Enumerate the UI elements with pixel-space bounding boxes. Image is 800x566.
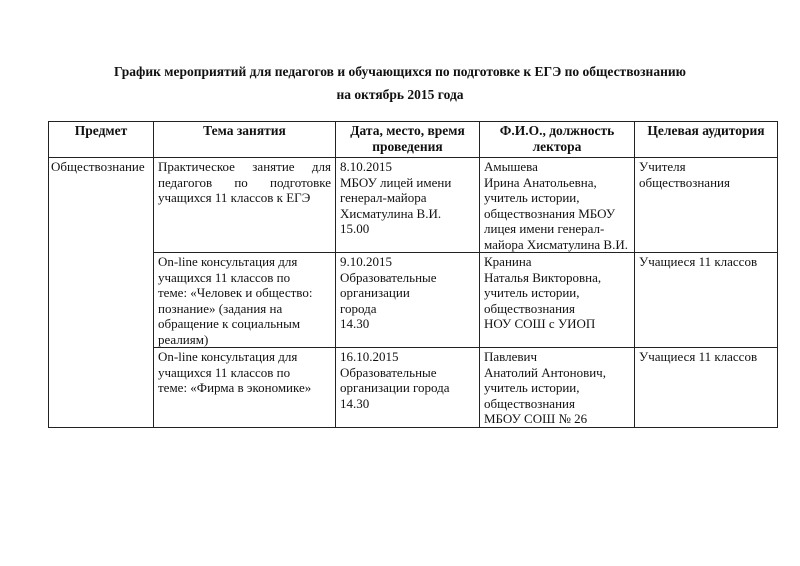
table-row <box>49 253 778 348</box>
table-row <box>49 348 778 428</box>
lecturer-cell-line: НОУ СОШ с УИОП <box>484 316 596 331</box>
subject-cell: Обществознание <box>49 158 154 428</box>
date-place-time-cell <box>336 348 480 428</box>
lecturer-cell-line: обществознания МБОУ <box>484 205 616 221</box>
events-schedule-table <box>48 121 778 428</box>
topic-cell-line: учащихся 11 классов по <box>158 364 291 380</box>
topic-cell-line: реалиям) <box>158 331 209 347</box>
audience-cell-line: обществознания <box>639 174 730 190</box>
topic-cell-line: On-line консультация для <box>158 254 298 269</box>
header-lecturer: Ф.И.О., должность лектора <box>480 122 635 158</box>
date-place-time-cell-line: организации города <box>340 380 450 395</box>
date-place-time-cell-line: Хисматулина В.И. <box>340 205 442 221</box>
topic-cell <box>154 348 336 428</box>
lecturer-cell-line: МБОУ СОШ № 26 <box>484 411 588 426</box>
lecturer-cell-line: учитель истории, <box>484 380 580 395</box>
audience-cell <box>635 158 778 253</box>
table-row <box>49 158 778 253</box>
lecturer-cell <box>480 158 635 253</box>
header-audience: Целевая аудитория <box>635 122 778 158</box>
lecturer-cell-line: Анатолий Антонович, <box>484 364 606 380</box>
lecturer-cell-line: обществознания <box>484 395 575 411</box>
audience-cell-line: Учителя <box>639 159 686 174</box>
lecturer-cell-line: Ирина Анатольевна, <box>484 174 597 190</box>
lecturer-cell-line: лицея имени генерал- <box>484 221 605 236</box>
topic-cell <box>154 253 336 348</box>
topic-cell-line: учащихся 11 классов по <box>158 269 291 285</box>
date-place-time-cell-line: 9.10.2015 <box>340 254 392 269</box>
date-place-time-cell-line: генерал-майора <box>340 190 427 205</box>
date-place-time-cell-line: МБОУ лицей имени <box>340 174 452 190</box>
audience-cell <box>635 348 778 428</box>
audience-cell <box>635 253 778 348</box>
table-header-row <box>49 122 778 158</box>
topic-cell-line: учащихся 11 классов к ЕГЭ <box>158 190 311 205</box>
lecturer-cell <box>480 253 635 348</box>
header-topic: Тема занятия <box>154 122 336 158</box>
lecturer-cell-line: обществознания <box>484 300 575 316</box>
topic-cell-line: педагогов по подготовке <box>158 174 331 190</box>
audience-cell-line: Учащиеся 11 классов <box>639 254 758 269</box>
lecturer-cell-line: Кранина <box>484 254 532 269</box>
lecturer-cell-line: Амышева <box>484 159 538 174</box>
date-place-time-cell-line: 14.30 <box>340 316 370 331</box>
header-subject: Предмет <box>49 122 154 158</box>
topic-cell-line: теме: «Фирма в экономике» <box>158 380 312 395</box>
topic-cell-line: обращение к социальным <box>158 316 301 331</box>
header-date-place-time: Дата, место, время проведения <box>336 122 480 158</box>
date-place-time-cell-line: организации <box>340 285 410 300</box>
topic-cell-line: Практическое занятие для <box>158 159 331 174</box>
audience-cell-line: Учащиеся 11 классов <box>639 349 758 364</box>
lecturer-cell-line: майора Хисматулина В.И. <box>484 236 628 252</box>
lecturer-cell-line: учитель истории, <box>484 285 580 300</box>
lecturer-cell-line: Наталья Викторовна, <box>484 269 602 285</box>
lecturer-cell-line: учитель истории, <box>484 190 580 205</box>
date-place-time-cell-line: 16.10.2015 <box>340 349 399 364</box>
lecturer-cell-line: Павлевич <box>484 349 538 364</box>
date-place-time-cell-line: города <box>340 300 377 316</box>
date-place-time-cell-line: 14.30 <box>340 395 370 411</box>
topic-cell <box>154 158 336 253</box>
date-place-time-cell-line: 8.10.2015 <box>340 159 392 174</box>
document-title: График мероприятий для педагогов и обучающихся по подготовке к ЕГЭ по обществознанию <box>114 64 686 79</box>
lecturer-cell <box>480 348 635 428</box>
topic-cell-line: On-line консультация для <box>158 349 298 364</box>
topic-cell-line: познание» (задания на <box>158 300 283 316</box>
document-subtitle: на октябрь 2015 года <box>336 87 464 102</box>
topic-cell-line: теме: «Человек и общество: <box>158 285 313 300</box>
date-place-time-cell-line: Образовательные <box>340 269 437 285</box>
date-place-time-cell <box>336 253 480 348</box>
date-place-time-cell <box>336 158 480 253</box>
date-place-time-cell-line: Образовательные <box>340 364 437 380</box>
date-place-time-cell-line: 15.00 <box>340 221 370 236</box>
